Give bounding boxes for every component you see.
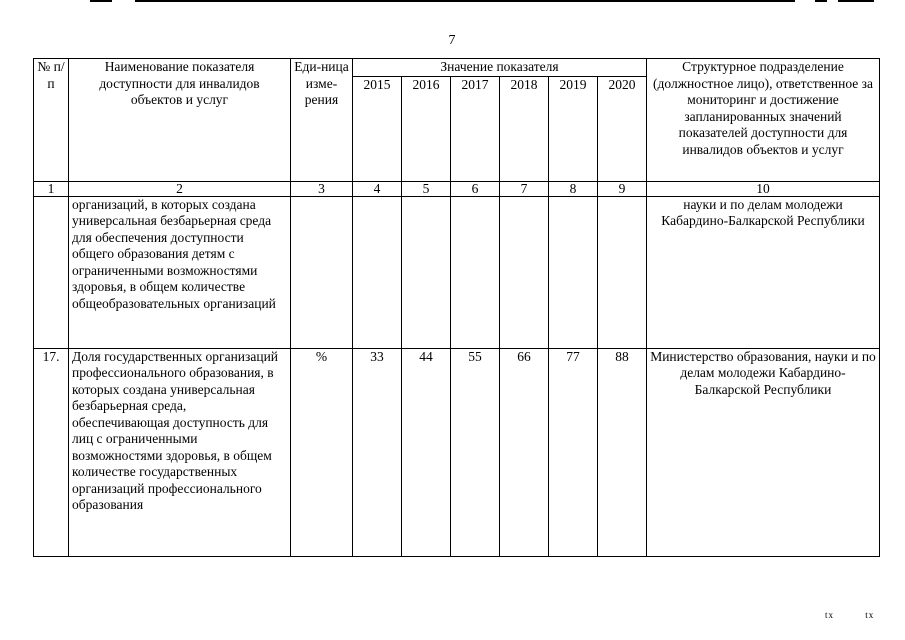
row-name: организаций, в которых создана универсальная безбарьерная среда для обеспечения доступности общего образования детям с ограниченными возможностями здоровья, в общем количестве общеобразовательных организаций [69, 196, 291, 348]
top-edge-rule [135, 0, 795, 2]
header-name: Наименование показателя доступности для инвалидов объектов и услуг [69, 59, 291, 182]
header-year: 2020 [598, 76, 647, 181]
column-index: 7 [500, 181, 549, 196]
column-index: 3 [291, 181, 353, 196]
top-edge-rule [838, 0, 874, 2]
row-value: 33 [353, 348, 402, 556]
column-index: 8 [549, 181, 598, 196]
header-responsible: Структурное подразделение (должностное лицо), ответственное за мониторинг и достижение запланированных значений показателей доступности для инвалидов объектов и услуг [647, 59, 880, 182]
row-unit [291, 196, 353, 348]
row-value: 88 [598, 348, 647, 556]
row-value [402, 196, 451, 348]
header-year: 2017 [451, 76, 500, 181]
column-index: 2 [69, 181, 291, 196]
footer-marks [825, 610, 902, 620]
row-value: 66 [500, 348, 549, 556]
top-edge-rule [90, 0, 112, 2]
row-unit: % [291, 348, 353, 556]
footer-mark: tx [865, 610, 875, 620]
footer-mark: tx [825, 610, 835, 620]
header-row [34, 59, 880, 77]
column-index: 10 [647, 181, 880, 196]
header-year: 2015 [353, 76, 402, 181]
row-value [500, 196, 549, 348]
header-year: 2018 [500, 76, 549, 181]
header-year: 2019 [549, 76, 598, 181]
header-num: № п/п [34, 59, 69, 182]
header-unit: Еди-ница изме-рения [291, 59, 353, 182]
table-row [34, 196, 880, 348]
column-index: 9 [598, 181, 647, 196]
column-index: 6 [451, 181, 500, 196]
row-value [598, 196, 647, 348]
row-value: 77 [549, 348, 598, 556]
row-responsible: науки и по делам молодежи Кабардино-Балкарской Республики [647, 196, 880, 348]
header-year: 2016 [402, 76, 451, 181]
row-name: Доля государственных организаций профессионального образования, в которых создана универсальная безбарьерная среда, обеспечивающая доступность для лиц с ограниченными возможностями здоровья, в общем количестве государственных организаций профессионального образования [69, 348, 291, 556]
row-num: 17. [34, 348, 69, 556]
page-number: 7 [448, 33, 456, 48]
column-index: 5 [402, 181, 451, 196]
column-index: 1 [34, 181, 69, 196]
row-value [549, 196, 598, 348]
column-index-row [34, 181, 880, 196]
table-row [34, 348, 880, 556]
row-num [34, 196, 69, 348]
row-value: 44 [402, 348, 451, 556]
header-values-group: Значение показателя [353, 59, 647, 77]
row-value [451, 196, 500, 348]
column-index: 4 [353, 181, 402, 196]
row-value [353, 196, 402, 348]
top-edge-rule [815, 0, 827, 2]
row-responsible: Министерство образования, науки и по делам молодежи Кабардино-Балкарской Республики [647, 348, 880, 556]
row-value: 55 [451, 348, 500, 556]
indicators-table [33, 58, 880, 557]
